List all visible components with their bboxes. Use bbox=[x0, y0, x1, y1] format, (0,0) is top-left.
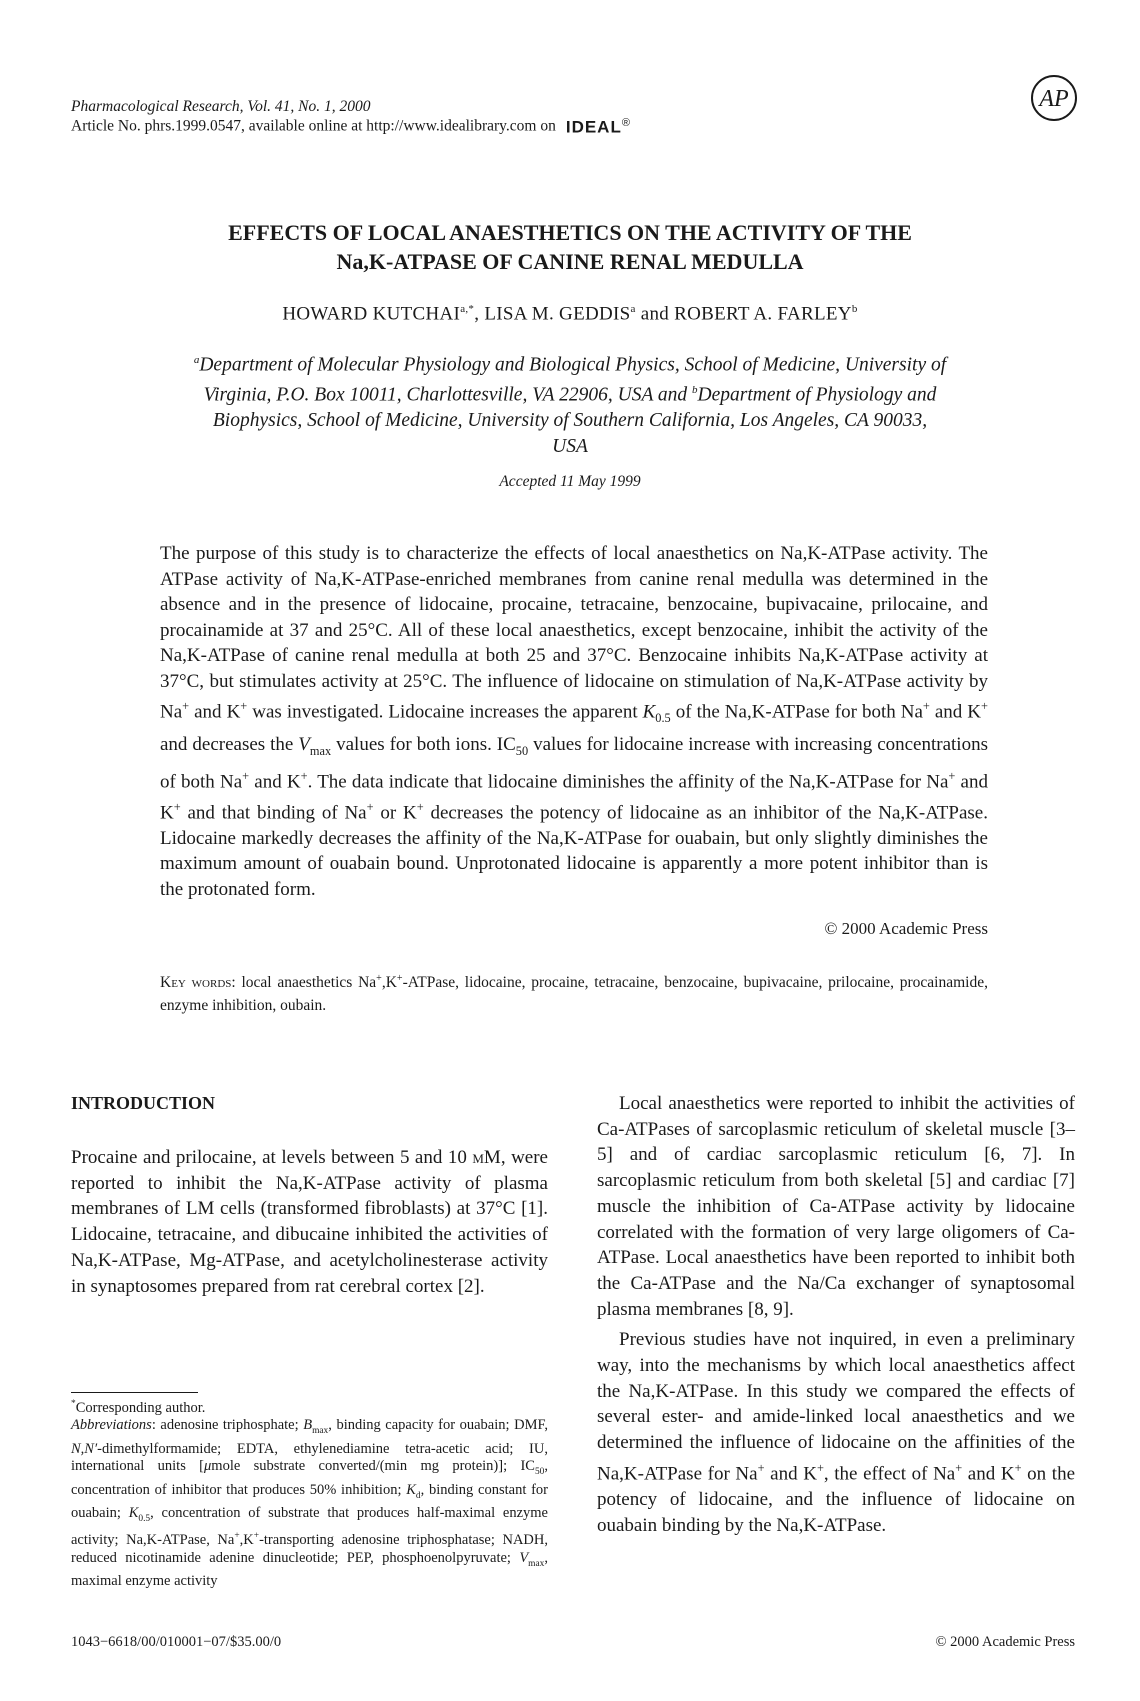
footnote-text: Corresponding author. bbox=[75, 1399, 206, 1416]
superscript: + bbox=[948, 768, 956, 783]
footnote-text: , concentration of inhibitor that produces 50% inhibition; bbox=[71, 1458, 548, 1498]
author-1-affil: a,* bbox=[460, 303, 475, 315]
subscript: 0.5 bbox=[655, 711, 671, 726]
superscript: + bbox=[366, 799, 374, 814]
keywords-text: ,K bbox=[381, 974, 397, 992]
superscript: + bbox=[416, 799, 424, 814]
body-text: Previous studies have not inquired, in even a preliminary way, into the mechanisms by which local anaesthetics affect the Na,K-ATPase. In this study we compared the effects of several ester- and amide-linked local anaesthetics and we determined the influence of lidocaine on the affinities of the Na,K-ATPase for Na bbox=[597, 1329, 1075, 1485]
body-text: on the potency of lidocaine, and the influence of lidocaine on ouabain binding by the Na,K-ATPase. bbox=[597, 1463, 1076, 1536]
footer-copyright: © 2000 Academic Press bbox=[935, 1634, 1075, 1650]
abstract-text: and K bbox=[249, 771, 301, 793]
mu-symbol: μ bbox=[204, 1458, 212, 1475]
superscript: + bbox=[173, 799, 181, 814]
affil-line-4: USA bbox=[552, 435, 588, 457]
abstract-text: of the Na,K-ATPase for both Na bbox=[670, 701, 923, 723]
superscript: + bbox=[981, 699, 988, 713]
abstract-text: and K bbox=[160, 771, 988, 824]
abstract-text: values for lidocaine increase with increasing concentrations of both Na bbox=[160, 733, 988, 793]
abstract-text: and K bbox=[929, 701, 982, 723]
superscript: + bbox=[240, 699, 248, 713]
bmax-symbol: B bbox=[303, 1417, 313, 1434]
superscript: + bbox=[1014, 1460, 1022, 1475]
affil-marker-a: a bbox=[193, 354, 200, 366]
keywords bbox=[160, 967, 988, 1017]
superscript: + bbox=[253, 1531, 260, 1542]
accepted-date: Accepted 11 May 1999 bbox=[499, 473, 641, 490]
keywords-text: : local anaesthetics Na bbox=[231, 974, 377, 992]
affil-line-3: Biophysics, School of Medicine, University of Southern California, Los Angeles, CA 90033, bbox=[212, 410, 928, 431]
footnote-corresponding bbox=[71, 1396, 548, 1417]
intro-right-column bbox=[597, 1091, 1075, 1538]
abstract-text: was investigated. Lidocaine increases the apparent bbox=[247, 701, 643, 723]
subscript: max bbox=[309, 743, 332, 758]
kd-symbol: K bbox=[406, 1481, 416, 1498]
footnote-text: -dimethylformamide; EDTA, ethylenediamine tetra-acetic acid; IU, international units [ bbox=[71, 1440, 548, 1475]
issn-code: 1043−6618/00/010001−07/$35.00/0 bbox=[71, 1634, 282, 1650]
author-2: , LISA M. GEDDIS bbox=[474, 303, 631, 325]
title-line-2: Na,K-ATPASE OF CANINE RENAL MEDULLA bbox=[336, 249, 804, 274]
footnote-text: , binding constant for ouabain; bbox=[71, 1481, 549, 1521]
abstract-text: . The data indicate that lidocaine diminishes the affinity of the Na,K-ATPase for Na bbox=[307, 771, 949, 793]
abstract-copyright: © 2000 Academic Press bbox=[824, 919, 988, 938]
abstract-text: or K bbox=[373, 802, 417, 824]
title-line-1: EFFECTS OF LOCAL ANAESTHETICS ON THE ACTIVITY OF THE bbox=[228, 220, 912, 245]
ap-logo-text: AP bbox=[1039, 86, 1069, 112]
author-3: and ROBERT A. FARLEY bbox=[635, 303, 852, 325]
abstract-text: and decreases the bbox=[160, 733, 299, 755]
abstract-text: The purpose of this study is to characterize the effects of local anaesthetics on Na,K-ATPase activity. The ATPase activity of Na,K-ATPase-enriched membranes from canine renal medulla was determined in the absence and in the presence of lidocaine, procaine, tetracaine, benzocaine, bupivacaine, prilocaine, and procainamide at 37 and 25°C. All of these local anaesthetics, except benzocaine, inhibit the activity of the Na,K-ATPase of canine renal medulla at both 25 and 37°C. Benzocaine inhibits Na,K-ATPase activity at 37°C, but stimulates activity at 25°C. The influence of lidocaine on stimulation of Na,K-ATPase activity by Na bbox=[160, 543, 988, 723]
affil-line-1 bbox=[100, 348, 1040, 378]
article-availability-text: Article No. phrs.1999.0547, available online at http://www.idealibrary.com on bbox=[71, 117, 556, 135]
affil-text-2a: Virginia, P.O. Box 10011, Charlottesville, VA 22906, USA and bbox=[203, 384, 693, 406]
footnote-divider bbox=[71, 1392, 198, 1393]
abstract-text: and K bbox=[189, 701, 241, 723]
affil-text-1: Department of Molecular Physiology and Biological Physics, School of Medicine, University of bbox=[199, 354, 947, 376]
superscript: + bbox=[396, 973, 403, 984]
superscript: + bbox=[234, 1531, 240, 1542]
superscript: + bbox=[300, 768, 308, 783]
footnote-text: ,K bbox=[239, 1532, 254, 1549]
keywords-label: Key words bbox=[160, 974, 232, 992]
subscript: d bbox=[415, 1490, 421, 1501]
abstract-text: decreases the potency of lidocaine as an inhibitor of the Na,K-ATPase. Lidocaine markedly decreases the affinity of the Na,K-ATPase for ouabain, but only slightly diminishes the maximum amount of ouabain bound. Unprotonated lidocaine is apparently a more potent inhibitor than is the protonated form. bbox=[160, 802, 988, 900]
body-text: and K bbox=[764, 1463, 817, 1485]
subscript: 0.5 bbox=[138, 1513, 151, 1524]
author-2-affil: a bbox=[630, 303, 636, 315]
body-text: , the effect of Na bbox=[823, 1463, 956, 1485]
footnote-text: -transporting adenosine triphosphatase; NADH, reduced nicotinamide adenine dinucleotide; PEP, phosphoenolpyruvate; bbox=[71, 1532, 548, 1566]
ap-publisher-logo bbox=[1030, 74, 1078, 122]
body-text: and K bbox=[962, 1463, 1015, 1485]
body-text: Procaine and prilocaine, at levels between 5 and 10 bbox=[71, 1147, 473, 1168]
subscript: max bbox=[312, 1426, 329, 1437]
vmax-symbol: V bbox=[519, 1549, 529, 1566]
ideal-registered-mark: ® bbox=[621, 117, 631, 129]
unit-mm: mM bbox=[472, 1147, 501, 1168]
affil-marker-b: b bbox=[692, 384, 698, 396]
author-3-affil: b bbox=[851, 303, 858, 315]
footnote-abbreviations bbox=[71, 1417, 548, 1590]
intro-right-paragraph-1: Local anaesthetics were reported to inhibit the activities of Ca-ATPases of sarcoplasmic reticulum of skeletal muscle [3–5] and of cardiac sarcoplasmic reticulum [6, 7]. In sarcoplasmic reticulum from both skeletal [5] and cardiac [7] muscle the inhibition of Ca-ATPase activity by lidocaine correlated with the formation of very large oligomers of Ca-ATPase. Local anaesthetics have been reported to inhibit both the Ca-ATPase and the Na/Ca exchanger of synaptosomal plasma membranes [8, 9]. bbox=[597, 1093, 1075, 1320]
ideal-logo-text: IDEAL bbox=[565, 117, 622, 137]
superscript: + bbox=[757, 1460, 765, 1475]
k05-symbol: K bbox=[128, 1505, 139, 1521]
footnotes bbox=[71, 1396, 548, 1591]
author-1: HOWARD KUTCHAI bbox=[282, 303, 461, 325]
footnote-text: mole substrate converted/(min mg protein)]; IC bbox=[211, 1458, 535, 1475]
journal-citation: Pharmacological Research, Vol. 41, No. 1, 2000 bbox=[71, 98, 371, 115]
affiliations bbox=[100, 348, 1040, 459]
abstract bbox=[160, 541, 988, 902]
footnote-text: : adenosine triphosphate; bbox=[151, 1417, 304, 1434]
intro-left-paragraph bbox=[71, 1145, 548, 1299]
footnote-marker: * bbox=[71, 1399, 76, 1409]
author-list bbox=[100, 303, 1040, 325]
abbreviations-label: Abbreviations bbox=[71, 1417, 152, 1434]
subscript: 50 bbox=[534, 1467, 545, 1478]
nn-symbol: N,N′ bbox=[71, 1440, 98, 1457]
affil-line-2 bbox=[100, 378, 1040, 408]
superscript: + bbox=[242, 768, 250, 783]
body-text: , were reported to inhibit the Na,K-ATPase activity of plasma membranes of LM cells (transformed fibroblasts) at 37°C [1]. Lidocaine, tetracaine, and dibucaine inhibited the activities of Na,K-ATPase, Mg-ATPase, and acetylcholinesterase activity in synaptosomes prepared from rat cerebral cortex [2]. bbox=[71, 1147, 548, 1297]
superscript: + bbox=[182, 699, 190, 713]
intro-right-paragraph-2 bbox=[597, 1327, 1075, 1538]
article-title bbox=[100, 218, 1040, 276]
affil-text-2b: Department of Physiology and bbox=[697, 384, 937, 406]
footnote-text: , concentration of substrate that produces half-maximal enzyme activity; Na,K-ATPase, Na bbox=[71, 1505, 548, 1549]
k05-symbol: K bbox=[642, 701, 656, 723]
vmax-symbol: V bbox=[298, 733, 310, 755]
superscript: + bbox=[376, 973, 382, 984]
superscript: + bbox=[922, 699, 930, 713]
abstract-text: values for both ions. IC bbox=[331, 733, 516, 755]
footnote-text: , binding capacity for ouabain; DMF, bbox=[328, 1417, 548, 1434]
ideal-logo bbox=[566, 117, 631, 138]
article-availability bbox=[71, 117, 631, 138]
subscript: max bbox=[528, 1558, 545, 1569]
section-heading-introduction: INTRODUCTION bbox=[71, 1093, 216, 1113]
subscript: 50 bbox=[515, 743, 529, 758]
footnote-text: , maximal enzyme activity bbox=[71, 1549, 548, 1590]
keywords-text: -ATPase, lidocaine, procaine, tetracaine, benzocaine, bupivacaine, prilocaine, procainamide, enzyme inhibition, oubain. bbox=[160, 974, 988, 1015]
abstract-text: and that binding of Na bbox=[180, 802, 367, 824]
superscript: + bbox=[955, 1460, 963, 1475]
superscript: + bbox=[816, 1460, 824, 1475]
